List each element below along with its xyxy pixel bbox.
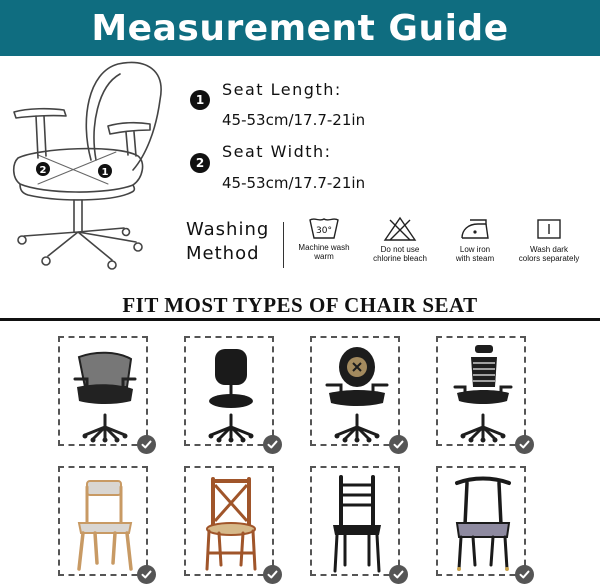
washing-method-label (186, 218, 276, 266)
washing-label-line1: Washing (186, 219, 270, 240)
chair-tile-modern-dining-chair-grey (436, 466, 526, 576)
seat-length-number: 1 (190, 90, 210, 110)
no-bleach-icon (383, 216, 417, 242)
chair-tile-armless-task-chair (184, 336, 274, 446)
low-iron-icon (458, 216, 492, 242)
page-title: Measurement Guide (91, 7, 509, 49)
section-divider (0, 318, 600, 321)
chair-tile-cross-back-wood-chair (184, 466, 274, 576)
seat-length-label: Seat Length: (222, 80, 342, 99)
machine-wash-30-icon (307, 216, 341, 240)
check-icon (515, 435, 534, 454)
check-icon (515, 565, 534, 584)
chair-tile-wood-dining-chair-grey (58, 466, 148, 576)
svg-text:1: 1 (101, 167, 109, 178)
chair-measurement-diagram (8, 60, 183, 275)
chair-tile-mesh-office-chair (58, 336, 148, 446)
care-low-iron (444, 216, 506, 263)
cross-back-wood-chair-image (191, 473, 271, 573)
care-wash-dark (512, 216, 586, 263)
fit-section-title: FIT MOST TYPES OF CHAIR SEAT (122, 293, 478, 317)
svg-text:30°: 30° (316, 226, 332, 236)
wood-dining-chair-grey-image (65, 473, 145, 573)
chair-tile-ladder-back-dining-chair (310, 466, 400, 576)
armless-task-chair-image (191, 343, 271, 443)
ergonomic-mesh-chair-image (443, 343, 523, 443)
mesh-office-chair-image (65, 343, 145, 443)
check-icon (263, 435, 282, 454)
check-icon (263, 565, 282, 584)
care-text-line1: Machine wash (298, 243, 350, 252)
care-text-line2: with steam (455, 254, 495, 263)
care-text-line2: colors separately (518, 254, 580, 263)
seat-width-value: 45-53cm/17.7-21in (222, 174, 366, 192)
care-text-line1: Wash dark (530, 245, 568, 254)
check-icon (137, 435, 156, 454)
care-text-line1: Do not use (380, 245, 420, 254)
seat-width-label: Seat Width: (222, 142, 332, 161)
washing-label-line2: Method (186, 243, 260, 264)
header-banner (0, 0, 600, 56)
seat-width-number: 2 (190, 153, 210, 173)
check-icon (389, 565, 408, 584)
care-text-line1: Low iron (459, 245, 491, 254)
care-no-bleach (364, 216, 436, 263)
diagram-marker-1 (98, 164, 112, 178)
check-icon (137, 565, 156, 584)
care-text-line2: warm (314, 252, 334, 261)
care-text-line2: chlorine bleach (373, 254, 427, 263)
care-machine-wash (290, 216, 358, 261)
modern-dining-chair-grey-image (443, 473, 523, 573)
seat-length-value: 45-53cm/17.7-21in (222, 111, 366, 129)
chair-tile-ergonomic-mesh-chair (436, 336, 526, 446)
ladder-back-dining-chair-image (317, 473, 397, 573)
patterned-office-chair-image (317, 343, 397, 443)
wash-dark-separately-icon (534, 216, 564, 242)
svg-text:2: 2 (39, 165, 47, 176)
washing-divider (283, 222, 284, 268)
diagram-marker-2 (36, 162, 50, 176)
chair-tile-patterned-office-chair (310, 336, 400, 446)
check-icon (389, 435, 408, 454)
